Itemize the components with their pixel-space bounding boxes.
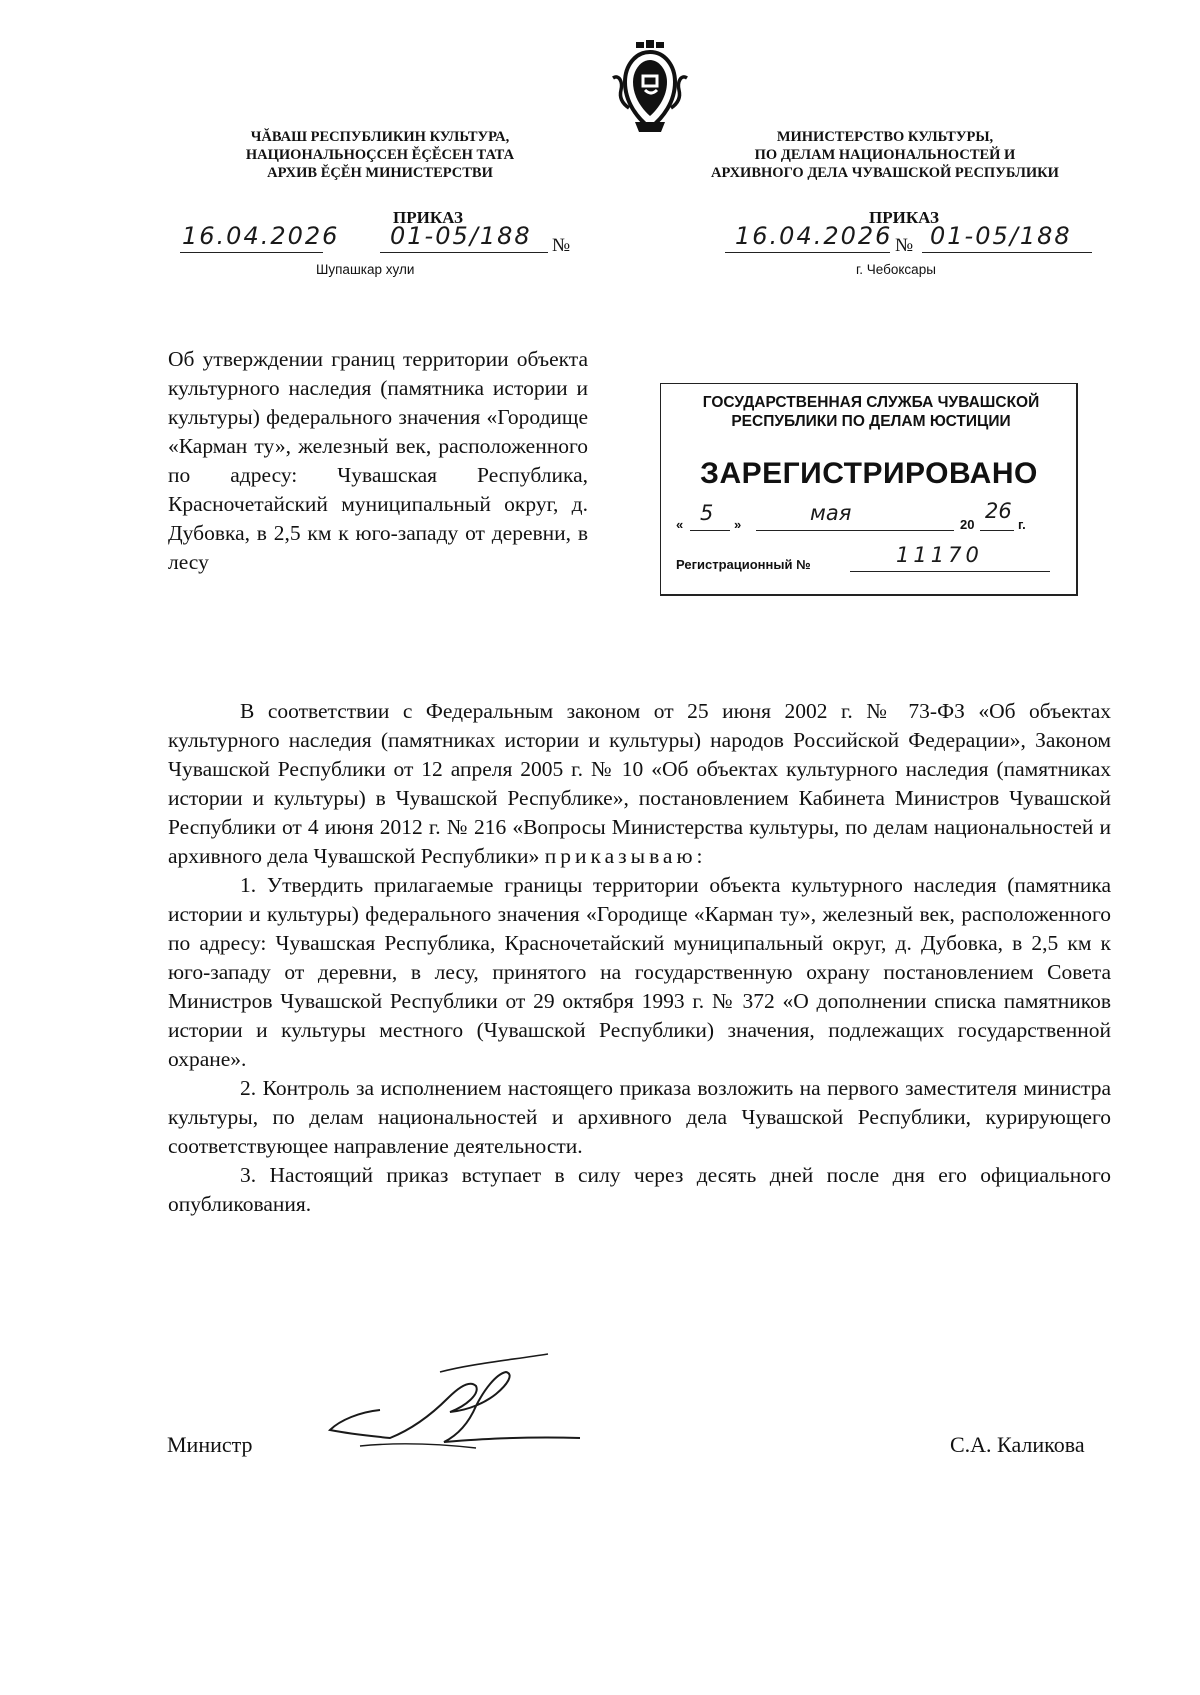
- stamp-day-underline: [690, 530, 730, 531]
- header-line: ЧĂВАШ РЕСПУБЛИКИН КУЛЬТУРА,: [250, 129, 510, 145]
- stamp-reg-label: Регистрационный №: [676, 557, 811, 572]
- document-title: Об утверждении границ территории объекта культурного наследия (памятника истории и культуры) федерального значения «Городище «Карман ту», железный век, расположенного по адресу: Чувашская Республика, Красночетайский муниципальный округ, д. Дубовка, в 2,5 км к юго-западу от деревни, в лесу: [168, 347, 588, 574]
- stamp-month-underline: [756, 530, 954, 531]
- number-sign-right: №: [895, 235, 914, 256]
- number-sign-left: №: [552, 235, 571, 256]
- number-underline-right: [922, 252, 1092, 253]
- signatory-title: Министр: [167, 1432, 253, 1457]
- order-item-3: 3. Настоящий приказ вступает в силу через десять дней после дня его официального опубликования.: [168, 1163, 1111, 1216]
- handwritten-number-left: 01-05/188: [390, 222, 532, 250]
- order-body: [168, 697, 1111, 1219]
- order-label-left: ПРИКАЗ: [393, 208, 463, 227]
- handwritten-date-left: 16.04.2026: [182, 222, 340, 250]
- stamp-year-prefix: 20: [960, 517, 975, 532]
- number-underline-left: [380, 252, 548, 253]
- city-left: Шупашкар хули: [316, 262, 415, 277]
- stamp-year-underline: [980, 530, 1014, 531]
- preamble-text: В соответствии с Федеральным законом от 25 июня 2002 г. № 73-ФЗ «Об объектах культурного наследия (памятниках истории и культуры) народов Российской Федерации», Законом Чувашской Республики от 12 апреля 2005 г. № 10 «Об объектах культурного наследия (памятниках истории и культуры) в Чувашской Республике», постановлением Кабинета Министров Чувашской Республики от 4 июня 2012 г. № 216 «Вопросы Министерства культуры, по делам национальностей и архивного дела Чувашской Республики»: [168, 699, 1111, 868]
- stamp-day: 5: [700, 501, 714, 525]
- signatory-name: С.А. Каликова: [950, 1432, 1085, 1457]
- stamp-registered: ЗАРЕГИСТРИРОВАНО: [700, 457, 1038, 490]
- stamp-year-suffix: г.: [1018, 517, 1026, 532]
- ministry-header-chuvash: [180, 128, 580, 182]
- stamp-organization: [666, 393, 1076, 431]
- ministry-header-russian: [665, 128, 1105, 182]
- order-label-right: ПРИКАЗ: [869, 208, 939, 227]
- order-item-1: 1. Утвердить прилагаемые границы территории объекта культурного наследия (памятника истории и культуры) федерального значения «Городище «Карман ту», железный век, расположенного по адресу: Чувашская Республика, Красночетайский муниципальный округ, д. Дубовка, в 2,5 км к юго-западу от деревни, в лесу, принятого на государственную охрану постановлением Совета Министров Чувашской Республики от 29 октября 1993 г. № 372 «О дополнении списка памятников истории и культуры местного (Чувашской Республики) значения, подлежащих государственной охране».: [168, 873, 1111, 1071]
- header-line: НАЦИОНАЛЬНОÇСЕН ĔÇĔСЕН ТАТА: [245, 147, 515, 163]
- preamble-paragraph: [168, 697, 1111, 871]
- stamp-reg-underline: [850, 571, 1050, 572]
- header-line: АРХИВ ĔÇĔН МИНИСТЕРСТВИ: [267, 165, 493, 181]
- handwritten-date-right: 16.04.2026: [735, 222, 893, 250]
- stamp-org-line: РЕСПУБЛИКИ ПО ДЕЛАМ ЮСТИЦИИ: [731, 413, 1011, 430]
- date-underline-right: [725, 252, 890, 253]
- stamp-quote-close: »: [734, 517, 742, 532]
- stamp-quote-open: «: [676, 517, 684, 532]
- order-item-2: 2. Контроль за исполнением настоящего приказа возложить на первого заместителя министра культуры, по делам национальностей и архивного дела Чувашской Республики, курирующего соответствующее направление деятельности.: [168, 1076, 1111, 1158]
- header-line: АРХИВНОГО ДЕЛА ЧУВАШСКОЙ РЕСПУБЛИКИ: [711, 165, 1059, 181]
- handwritten-number-right: 01-05/188: [930, 222, 1072, 250]
- stamp-month: мая: [810, 501, 852, 525]
- city-right: г. Чебоксары: [856, 262, 936, 277]
- stamp-year: 26: [985, 499, 1012, 523]
- stamp-org-line: ГОСУДАРСТВЕННАЯ СЛУЖБА ЧУВАШСКОЙ: [702, 394, 1040, 411]
- header-line: МИНИСТЕРСТВО КУЛЬТУРЫ,: [776, 129, 994, 145]
- registration-stamp: [660, 383, 1078, 596]
- header-line: ПО ДЕЛАМ НАЦИОНАЛЬНОСТЕЙ И: [754, 147, 1016, 163]
- date-underline-left: [180, 252, 323, 253]
- stamp-reg-number: 11170: [896, 543, 983, 567]
- handwritten-signature: [320, 1350, 590, 1460]
- order-directive: приказываю:: [544, 844, 707, 868]
- emblem-icon: [605, 38, 695, 138]
